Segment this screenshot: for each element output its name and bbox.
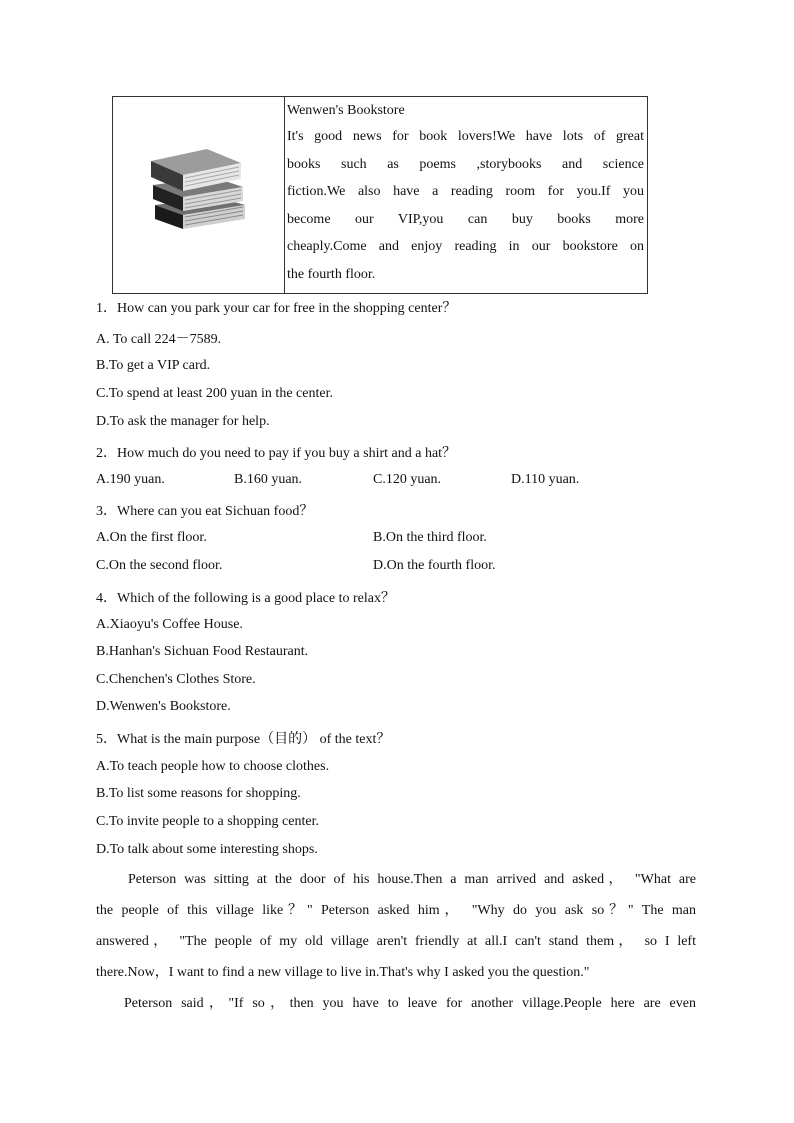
passage-line: Peterson was sitting at the door of his house.Then a man arrived and asked， "What are	[128, 872, 696, 887]
bookstore-ad-table	[112, 96, 648, 294]
ad-line: cheaply.Come and enjoy reading in our bookstore on	[287, 239, 644, 255]
q2-option-c: C.120 yuan.	[373, 472, 442, 487]
question-1-stem: 1．How can you park your car for free in the shopping center？	[96, 301, 457, 316]
q5-option-a: A.To teach people how to choose clothes.	[96, 759, 330, 774]
ad-line: become our VIP,you can buy books more	[287, 211, 644, 227]
ad-text-cell	[285, 97, 647, 293]
question-2-stem: 2．How much do you need to pay if you buy a shirt and a hat？	[96, 446, 457, 461]
q4-option-d: D.Wenwen's Bookstore.	[96, 699, 231, 714]
question-4-stem: 4．Which of the following is a good place to relax？	[96, 591, 395, 606]
q4-option-a: A.Xiaoyu's Coffee House.	[96, 617, 243, 632]
q5-option-c: C.To invite people to a shopping center.	[96, 814, 319, 829]
q1-option-a: A. To call 224－7589.	[96, 332, 222, 347]
q1-option-d: D.To ask the manager for help.	[96, 414, 270, 429]
ad-image-cell	[113, 97, 285, 293]
ad-line: It's good news for book lovers!We have lots of great	[287, 129, 644, 144]
ad-line: fiction.We also have a reading room for you.If you	[287, 184, 644, 200]
passage-line: the people of this village like？" Peterson asked him， "Why do you ask so？" The man	[96, 903, 696, 918]
passage-line: there.Now，I want to find a new village to live in.That's why I asked you the question."	[96, 965, 590, 980]
q4-option-c: C.Chenchen's Clothes Store.	[96, 672, 256, 687]
q2-option-b: B.160 yuan.	[234, 472, 303, 487]
ad-line: the fourth floor.	[287, 266, 376, 282]
q1-option-c: C.To spend at least 200 yuan in the center.	[96, 386, 333, 401]
q3-option-d: D.On the fourth floor.	[373, 558, 496, 573]
q1-option-b: B.To get a VIP card.	[96, 358, 211, 373]
books-icon	[149, 145, 249, 231]
ad-title: Wenwen's Bookstore	[287, 103, 405, 118]
q5-option-b: B.To list some reasons for shopping.	[96, 786, 301, 801]
q4-option-b: B.Hanhan's Sichuan Food Restaurant.	[96, 644, 309, 659]
passage-line: Peterson said，"If so，then you have to leave for another village.People here are even	[124, 996, 696, 1011]
q2-option-a: A.190 yuan.	[96, 472, 165, 487]
ad-line: books such as poems ,storybooks and science	[287, 156, 644, 172]
passage-line: answered， "The people of my old village aren't friendly at all.I can't stand them， so I left	[96, 934, 696, 949]
q3-option-b: B.On the third floor.	[373, 530, 487, 545]
question-3-stem: 3．Where can you eat Sichuan food？	[96, 504, 314, 519]
q3-option-a: A.On the first floor.	[96, 530, 207, 545]
passage-paragraph-2	[96, 988, 696, 1019]
q2-option-d: D.110 yuan.	[511, 472, 580, 487]
ad-body	[287, 123, 644, 289]
q3-option-c: C.On the second floor.	[96, 558, 223, 573]
q5-option-d: D.To talk about some interesting shops.	[96, 842, 318, 857]
question-5-stem: 5．What is the main purpose（目的） of the text？	[96, 732, 391, 747]
passage-paragraph-1	[96, 864, 696, 988]
